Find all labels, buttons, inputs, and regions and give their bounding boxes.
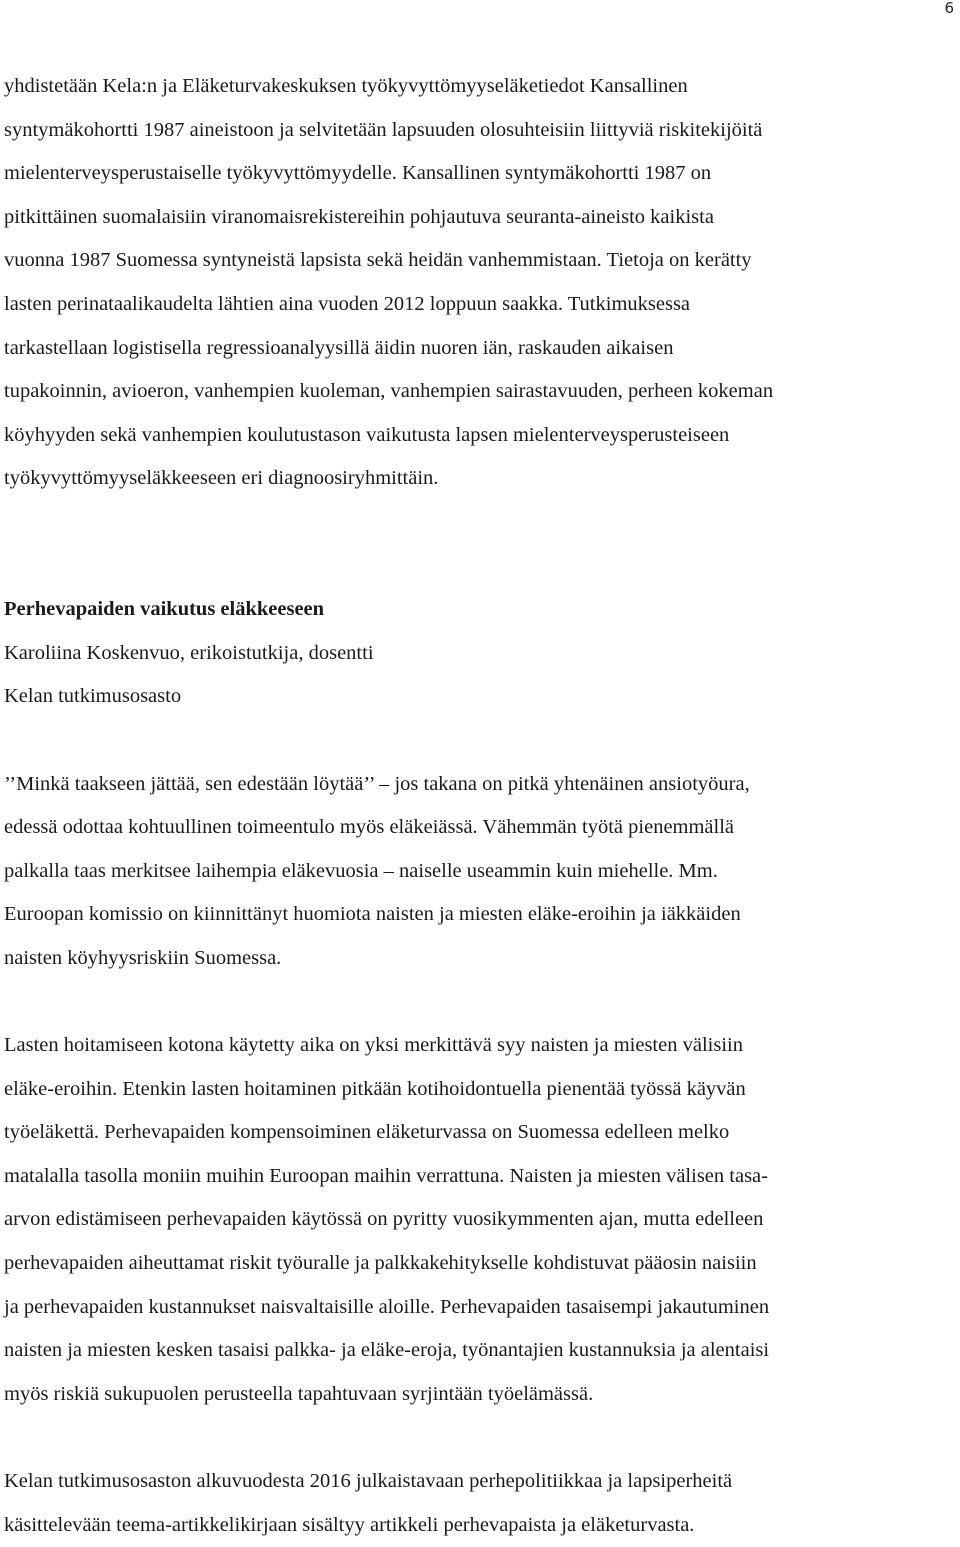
section-affiliation: Kelan tutkimusosasto [4, 685, 182, 708]
document-body [4, 65, 960, 1547]
text-line: Lasten hoitamiseen kotona käytetty aika on yksi merkittävä syy naisten ja miesten välisiin [4, 1034, 743, 1057]
text-line: naisten ja miesten kesken tasaisi palkka- ja eläke-eroja, työnantajien kustannuksia ja alentaisi [4, 1339, 770, 1362]
text-line: vuonna 1987 Suomessa syntyneistä lapsista sekä heidän vanhemmistaan. Tietoja on kerätty [4, 249, 752, 272]
text-line: syntymäkohortti 1987 aineistoon ja selvitetään lapsuuden olosuhteisiin liittyviä riskitekijöitä [4, 118, 763, 141]
intro-paragraph [4, 65, 960, 501]
text-line: tarkastellaan logistisella regressioanalyysillä äidin nuoren iän, raskauden aikaisen [4, 336, 674, 359]
text-line: ’’Minkä taakseen jättää, sen edestään löytää’’ – jos takana on pitkä yhtenäinen ansiotyöura, [4, 772, 750, 795]
section-title: Perhevapaiden vaikutus eläkkeeseen [4, 598, 325, 621]
closing-paragraph [4, 1460, 960, 1547]
text-line: käsittelevään teema-artikkelikirjaan sisältyy artikkeli perhevapaista ja eläketurvasta. [4, 1513, 695, 1536]
text-line: yhdistetään Kela:n ja Eläketurvakeskuksen työkyvyttömyyseläketiedot Kansallinen [4, 75, 688, 97]
text-line: matalalla tasolla moniin muihin Euroopan maihin verrattuna. Naisten ja miesten välisen tasa- [4, 1164, 768, 1187]
text-line: perhevapaiden aiheuttamat riskit työuralle ja palkkakehitykselle kohdistuvat pääosin naisiin [4, 1252, 757, 1275]
text-line: palkalla taas merkitsee laihempia eläkevuosia – naiselle useammin kuin miehelle. Mm. [4, 859, 718, 882]
text-line: pitkittäinen suomalaisiin viranomaisrekistereihin pohjautuva seuranta-aineisto kaikista [4, 205, 714, 228]
text-line: ja perhevapaiden kustannukset naisvaltaisille aloille. Perhevapaiden tasaisempi jakautuminen [4, 1295, 770, 1318]
blank-line [4, 1416, 960, 1460]
text-line: eläke-eroihin. Etenkin lasten hoitaminen pitkään kotihoidontuella pienentää työssä käyvän [4, 1077, 746, 1100]
body-paragraph [4, 1024, 960, 1416]
text-line: arvon edistämiseen perhevapaiden käytössä on pyritty vuosikymmenten ajan, mutta edelleen [4, 1208, 764, 1231]
text-line: edessä odottaa kohtuullinen toimeentulo myös eläkeiässä. Vähemmän työtä pienemmällä [4, 816, 735, 839]
text-line: Euroopan komissio on kiinnittänyt huomiota naisten ja miesten eläke-eroihin ja iäkkäiden [4, 903, 741, 926]
blank-line [4, 719, 960, 763]
text-line: köyhyyden sekä vanhempien koulutustason vaikutusta lapsen mielenterveysperusteiseen [4, 423, 730, 446]
text-line: naisten köyhyysriskiin Suomessa. [4, 946, 282, 969]
blank-line [4, 501, 960, 545]
blank-line [4, 980, 960, 1024]
text-line: lasten perinataalikaudelta lähtien aina vuoden 2012 loppuun saakka. Tutkimuksessa [4, 292, 691, 315]
quote-paragraph [4, 763, 960, 981]
section-author: Karoliina Koskenvuo, erikoistutkija, dosentti [4, 641, 374, 664]
text-line: työeläkettä. Perhevapaiden kompensoiminen eläketurvassa on Suomessa edelleen melko [4, 1121, 730, 1144]
text-line: myös riskiä sukupuolen perusteella tapahtuvaan syrjintään työelämässä. [4, 1382, 594, 1405]
text-line: mielenterveysperustaiselle työkyvyttömyydelle. Kansallinen syntymäkohortti 1987 on [4, 162, 712, 185]
text-line: tupakoinnin, avioeron, vanhempien kuoleman, vanhempien sairastavuuden, perheen kokeman [4, 380, 774, 403]
page-number: 6 [944, 0, 954, 17]
blank-line [4, 545, 960, 589]
text-line: työkyvyttömyyseläkkeeseen eri diagnoosiryhmittäin. [4, 467, 439, 490]
text-line: Kelan tutkimusosaston alkuvuodesta 2016 julkaistavaan perhepolitiikkaa ja lapsiperheitä [4, 1470, 733, 1492]
section-header [4, 588, 960, 719]
